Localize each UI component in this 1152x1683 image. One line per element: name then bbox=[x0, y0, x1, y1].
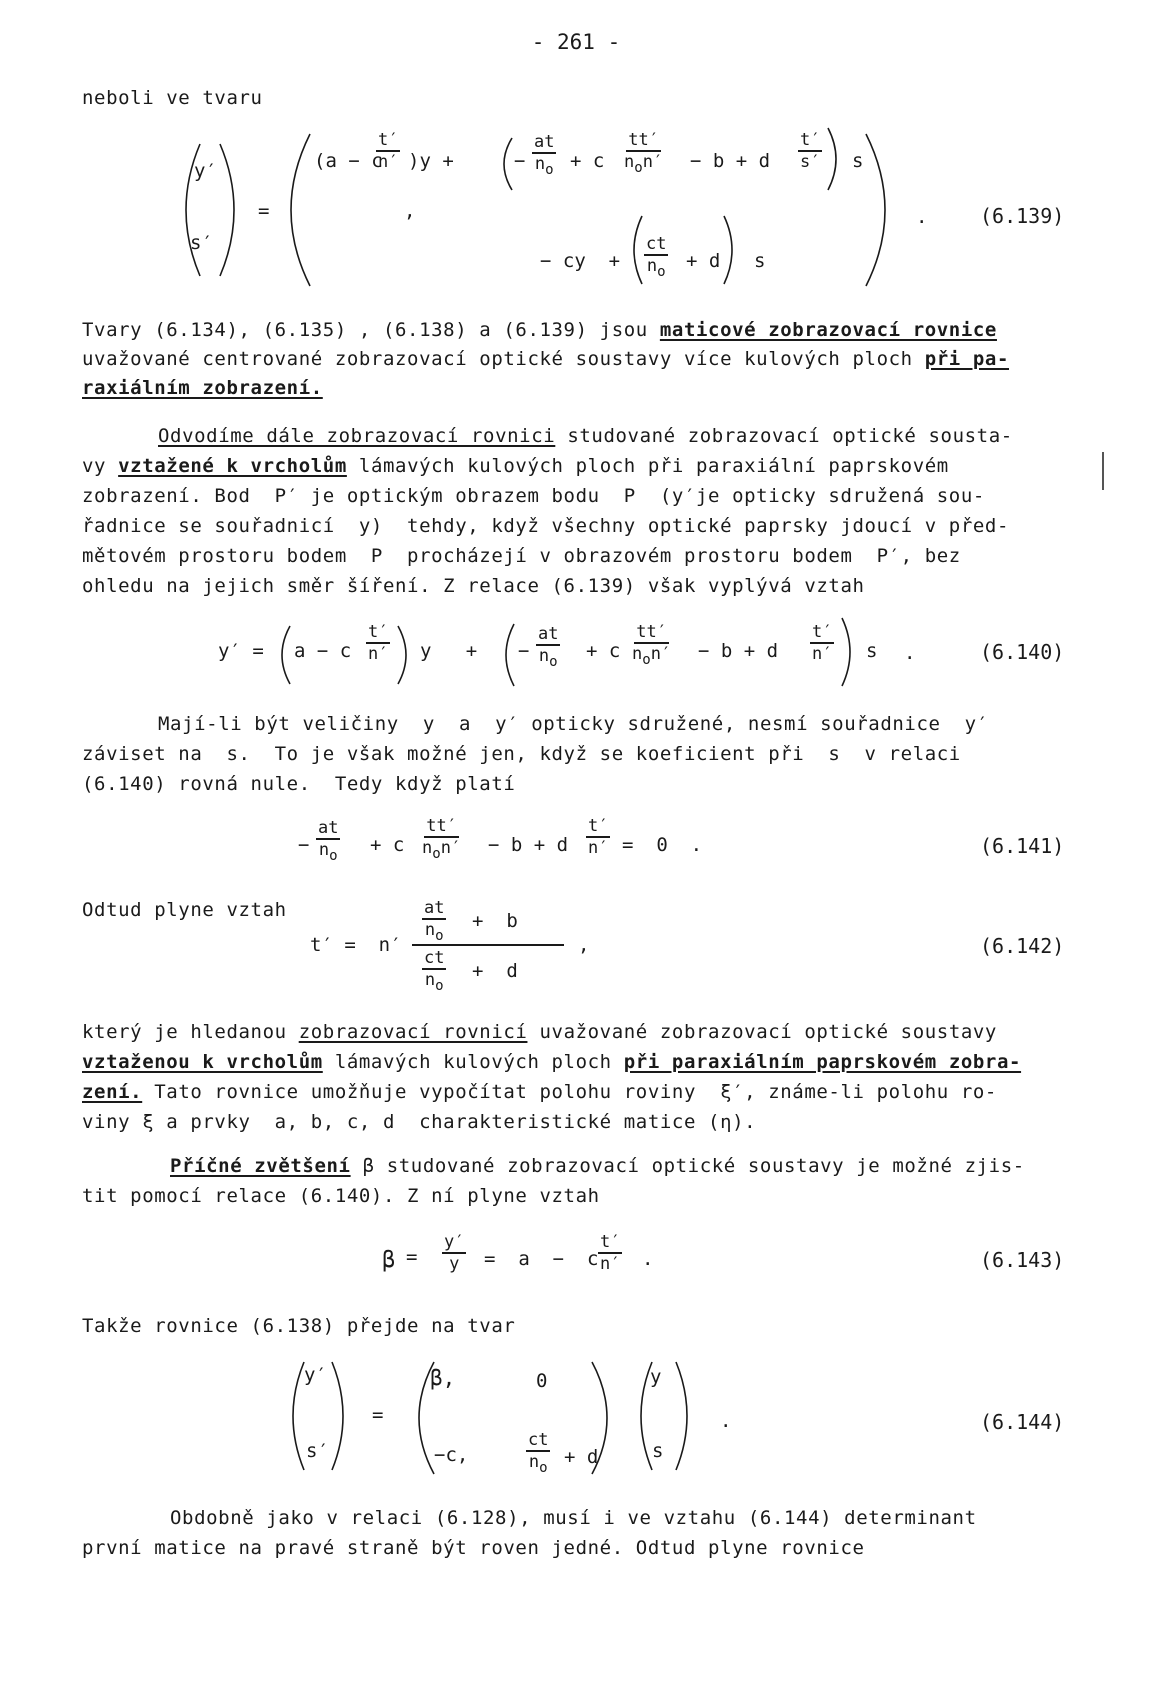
fraction: $\frac{at}{n_o}$ bbox=[534, 132, 555, 178]
eq-term: + b bbox=[472, 910, 518, 932]
eq-symbol: . bbox=[916, 206, 928, 228]
text-line: Odtud plyne vztah bbox=[82, 899, 287, 921]
fraction: $\frac{at}{n_o}$ bbox=[318, 818, 339, 864]
fraction: tt′ $n_on'$ bbox=[624, 130, 664, 176]
text-line: vy vztažené k vrcholům lámavých kulových ploch při paraxiální paprskovém bbox=[82, 455, 949, 477]
eq-term: = 0 . bbox=[622, 834, 703, 856]
text-line: ohledu na jejich směr šíření. Z relace (6.139) však vyplývá vztah bbox=[82, 575, 865, 597]
eq-symbol: β bbox=[382, 1248, 396, 1273]
fraction: $\frac{t'}{n'}$ bbox=[368, 622, 389, 664]
eq-symbol: − bbox=[514, 150, 526, 172]
text-line: Takže rovnice (6.138) přejde na tvar bbox=[82, 1315, 516, 1337]
eq-term: β, bbox=[430, 1366, 456, 1390]
fraction: $\frac{ct}{n_o}$ bbox=[528, 1430, 549, 1476]
eq-term: − b + d bbox=[690, 150, 771, 172]
text-line: mětovém prostoru bodem P procházejí v obrazovém prostoru bodem P′, bez bbox=[82, 545, 961, 567]
right-paren bbox=[584, 1358, 624, 1478]
eq-term: (a − c bbox=[314, 150, 383, 172]
fraction: $\frac{t'}{n'}$ bbox=[812, 622, 833, 664]
fraction: $\frac{at}{n_o}$ bbox=[424, 898, 445, 944]
text-line: Obdobně jako v relaci (6.128), musí i ve vztahu (6.144) determinant bbox=[170, 1507, 977, 1529]
right-paren bbox=[824, 124, 848, 194]
text-line: řadnice se souřadnicí y) tehdy, když všechny optické paprsky jdoucí v před- bbox=[82, 515, 1009, 537]
eq-symbol: s bbox=[754, 250, 766, 272]
text-line: tit pomocí relace (6.140). Z ní plyne vztah bbox=[82, 1185, 600, 1207]
eq-term: y′ = bbox=[218, 640, 264, 662]
eq-term: − cy + bbox=[540, 250, 621, 272]
text-line: který je hledanou zobrazovací rovnicí uvažované zobrazovací optické soustavy bbox=[82, 1021, 997, 1043]
eq-term: )y + bbox=[408, 150, 454, 172]
eq-symbol: y′ bbox=[304, 1364, 327, 1386]
compound-fraction bbox=[412, 898, 564, 994]
text-line: viny ξ a prvky a, b, c, d charakteristické matice (η). bbox=[82, 1111, 757, 1133]
text-line: (6.140) rovná nule. Tedy když platí bbox=[82, 773, 516, 795]
text-line: záviset na s. To je však možné jen, když se koeficient při s v relaci bbox=[82, 743, 961, 765]
eq-term: a − c bbox=[294, 640, 352, 662]
text-line: raxiálním zobrazení. bbox=[82, 377, 323, 399]
equation-number: (6.140) bbox=[980, 640, 1065, 664]
left-paren bbox=[496, 620, 520, 690]
fraction: $\frac{t'}{n'}$ bbox=[378, 130, 399, 172]
text-line: zobrazení. Bod P′ je optickým obrazem bodu P (y′je opticky sdružená sou- bbox=[82, 485, 985, 507]
fraction: $\frac{t'}{n'}$ bbox=[600, 1232, 621, 1274]
left-paren bbox=[272, 622, 296, 688]
text-line: Tvary (6.134), (6.135) , (6.138) a (6.139) jsou maticové zobrazovací rovnice bbox=[82, 319, 997, 341]
text-line: Příčné zvětšení β studované zobrazovací optické soustavy je možné zjis- bbox=[170, 1155, 1025, 1177]
eq-term: + c bbox=[570, 150, 605, 172]
eq-term: y + bbox=[420, 640, 478, 662]
eq-symbol: y′ bbox=[194, 160, 217, 182]
eq-term: + d bbox=[686, 250, 721, 272]
text-line: uvažované centrované zobrazovací optické soustavy více kulových ploch při pa- bbox=[82, 348, 1010, 370]
text-line: neboli ve tvaru bbox=[82, 87, 263, 109]
fraction: $\frac{y'}{y}$ bbox=[444, 1232, 465, 1274]
fraction: $\frac{ct}{n_o}$ bbox=[424, 948, 445, 994]
eq-term: + d bbox=[472, 960, 518, 982]
fraction: tt′ $n_on'$ bbox=[422, 816, 462, 862]
right-paren bbox=[326, 1358, 356, 1474]
text-line: vztaženou k vrcholům lámavých kulových ploch při paraxiálním paprskovém zobra- bbox=[82, 1051, 1022, 1073]
text-line: první matice na pravé straně být roven jedné. Odtud plyne rovnice bbox=[82, 1537, 865, 1559]
eq-symbol: , bbox=[404, 200, 416, 222]
eq-symbol: = bbox=[406, 1246, 418, 1268]
fraction: tt′ $n_on'$ bbox=[632, 622, 672, 668]
eq-symbol: − bbox=[298, 834, 310, 856]
eq-symbol: 0 bbox=[536, 1370, 548, 1392]
text-line: zení. Tato rovnice umožňuje vypočítat polohu roviny ξ′, známe-li polohu ro- bbox=[82, 1081, 997, 1103]
right-paren bbox=[670, 1358, 700, 1474]
right-paren bbox=[212, 140, 252, 280]
eq-symbol: = bbox=[258, 200, 270, 222]
margin-mark bbox=[1102, 452, 1104, 490]
equation-number: (6.141) bbox=[980, 834, 1065, 858]
right-paren bbox=[838, 614, 862, 690]
eq-symbol: − bbox=[518, 640, 530, 662]
eq-term: + d bbox=[564, 1446, 599, 1468]
fraction-bar bbox=[412, 944, 564, 946]
eq-symbol: s bbox=[652, 1440, 664, 1462]
eq-symbol: . bbox=[642, 1248, 654, 1270]
right-paren bbox=[394, 622, 418, 688]
eq-symbol: s bbox=[866, 640, 878, 662]
text-line: Mají-li být veličiny y a y′ opticky sdružené, nesmí souřadnice y′ bbox=[158, 713, 989, 735]
fraction: $\frac{ct}{n_o}$ bbox=[646, 234, 667, 280]
eq-symbol: s′ bbox=[190, 232, 213, 254]
eq-symbol: . bbox=[720, 1410, 732, 1432]
eq-term: t′ = n′ bbox=[310, 934, 402, 956]
text-line: Odvodíme dále zobrazovací rovnici studované zobrazovací optické sousta- bbox=[158, 425, 1013, 447]
eq-symbol: s′ bbox=[306, 1440, 329, 1462]
equation-number: (6.139) bbox=[980, 204, 1065, 228]
eq-symbol: , bbox=[578, 934, 590, 956]
equation-number: (6.143) bbox=[980, 1248, 1065, 1272]
eq-symbol: . bbox=[904, 642, 916, 664]
eq-term: − b + d bbox=[698, 640, 779, 662]
right-paren bbox=[720, 212, 744, 288]
eq-term: − b + d bbox=[488, 834, 569, 856]
eq-term: + c bbox=[586, 640, 621, 662]
page-number: - 261 - bbox=[531, 30, 621, 54]
left-paren bbox=[270, 130, 320, 290]
eq-symbol: = bbox=[372, 1404, 384, 1426]
right-paren bbox=[856, 130, 906, 290]
eq-term: + c bbox=[370, 834, 405, 856]
equation-number: (6.142) bbox=[980, 934, 1065, 958]
eq-symbol: y bbox=[650, 1366, 662, 1388]
eq-term: −c, bbox=[434, 1444, 469, 1466]
eq-symbol: s bbox=[852, 150, 864, 172]
fraction: $\frac{t'}{n'}$ bbox=[588, 816, 609, 858]
equation-number: (6.144) bbox=[980, 1410, 1065, 1434]
fraction: $\frac{at}{n_o}$ bbox=[538, 624, 559, 670]
eq-term: = a − c bbox=[484, 1248, 599, 1270]
fraction: $\frac{t'}{s'}$ bbox=[800, 130, 821, 172]
